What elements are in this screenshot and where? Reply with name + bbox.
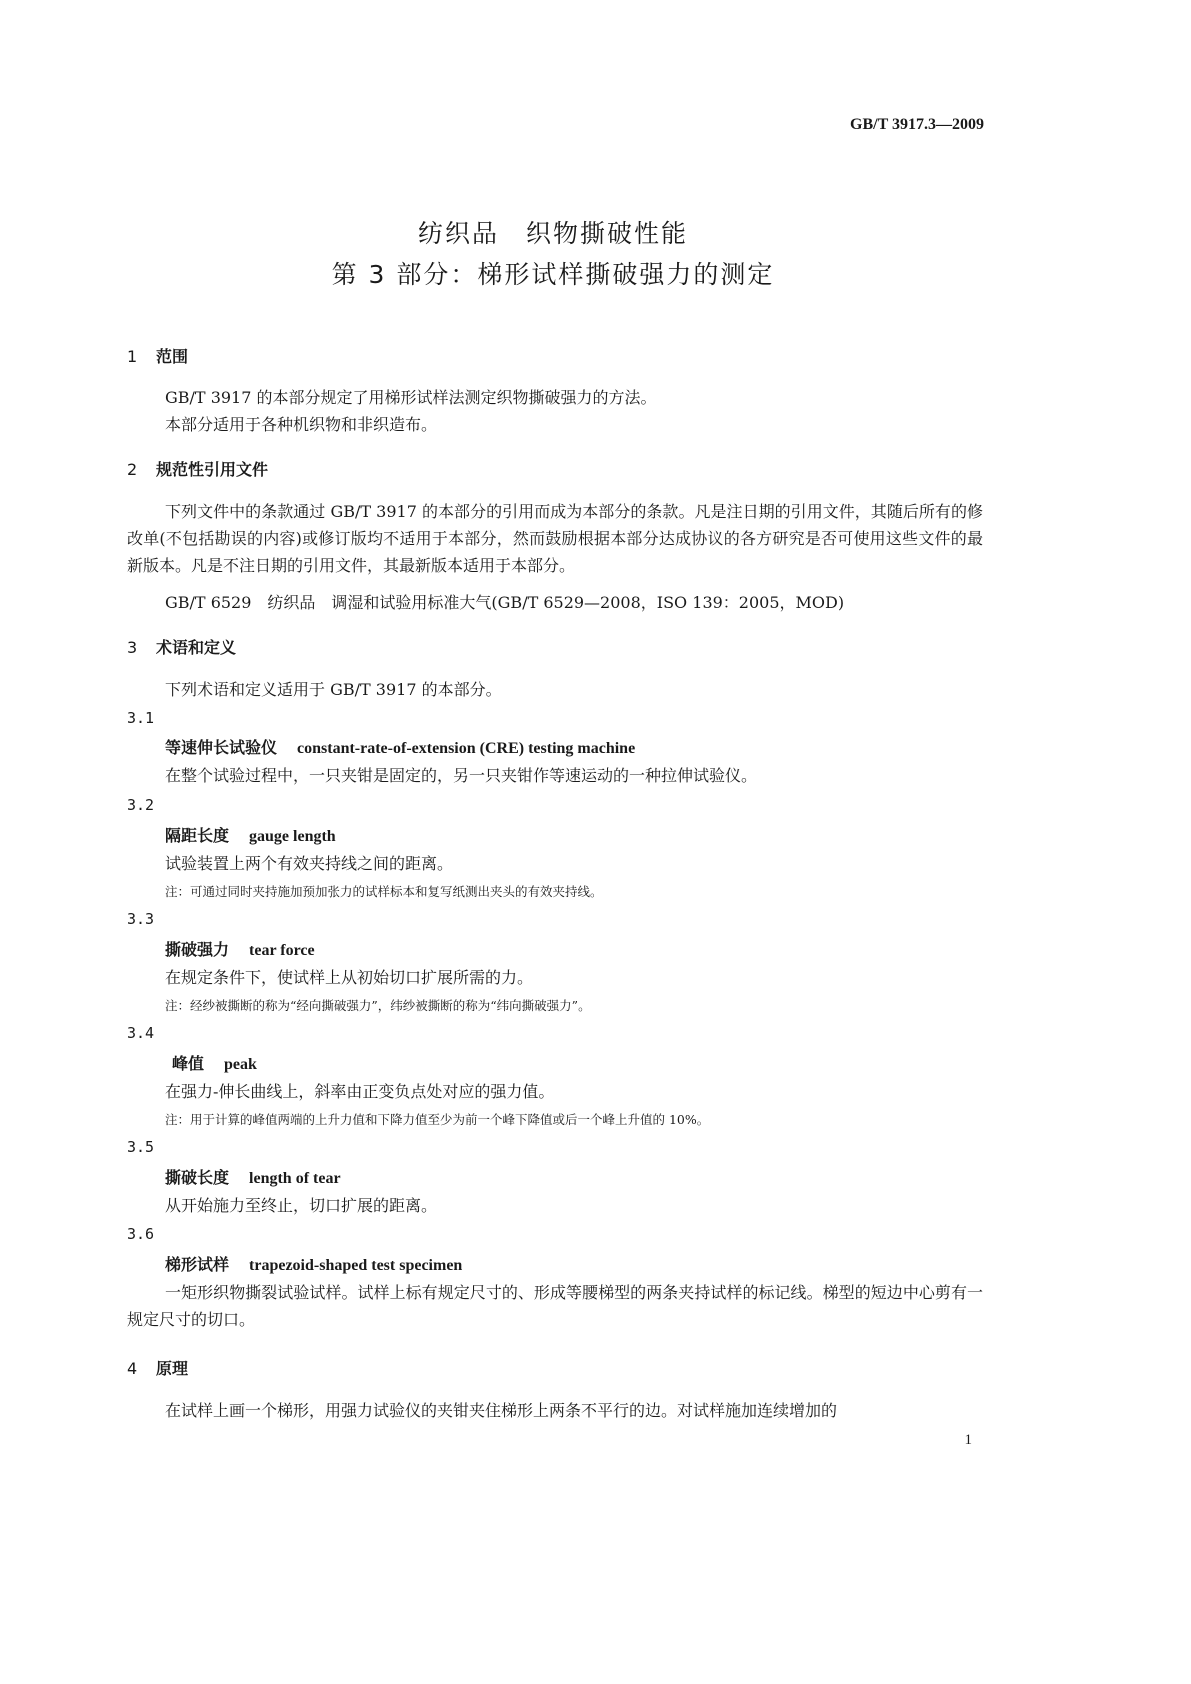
- section-number: 1: [127, 347, 138, 366]
- term-chinese: 峰值: [172, 1054, 205, 1073]
- clause-number: 3.2: [127, 796, 155, 814]
- term-chinese: 撕破长度: [165, 1168, 230, 1187]
- section-2-heading: [127, 457, 268, 480]
- clause-number: 3.6: [127, 1225, 155, 1243]
- term-heading: [165, 937, 315, 960]
- clause-number: 3.4: [127, 1024, 155, 1042]
- normative-reference: GB/T 6529 纺织品 调湿和试验用标准大气(GB/T 6529—2008，ISO 139：2005，MOD): [165, 593, 845, 612]
- section-4-heading: [127, 1356, 188, 1379]
- term-heading: [165, 823, 336, 846]
- document-title-line-1: 纺织品 织物撕破性能: [417, 219, 688, 248]
- term-english: peak: [224, 1056, 257, 1073]
- term-heading: [165, 1252, 462, 1275]
- section-title: 规范性引用文件: [156, 460, 269, 479]
- section-number: 3: [127, 638, 138, 657]
- clause-number: 3.1: [127, 709, 155, 727]
- term-definition: 试验装置上两个有效夹持线之间的距离。: [165, 854, 454, 873]
- page-number: 1: [964, 1432, 972, 1448]
- section-number: 4: [127, 1359, 138, 1378]
- section-title: 范围: [156, 347, 189, 366]
- term-chinese: 撕破强力: [165, 940, 230, 959]
- term-note: 注：可通过同时夹持施加预加张力的试样标本和复写纸测出夹头的有效夹持线。: [165, 884, 603, 899]
- term-heading: [172, 1051, 257, 1074]
- clause-number: 3.5: [127, 1138, 155, 1156]
- term-chinese: 梯形试样: [165, 1255, 230, 1274]
- term-english: trapezoid-shaped test specimen: [249, 1257, 463, 1274]
- term-english: constant-rate-of-extension (CRE) testing machine: [297, 740, 636, 757]
- section-title: 术语和定义: [156, 638, 237, 657]
- term-definition: 从开始施力至终止，切口扩展的距离。: [165, 1196, 438, 1215]
- term-heading: [165, 735, 635, 758]
- term-definition: 在整个试验过程中，一只夹钳是固定的，另一只夹钳作等速运动的一种拉伸试验仪。: [165, 766, 758, 785]
- section-2-paragraph-1: [127, 498, 983, 579]
- paragraph-text: 一矩形织物撕裂试验试样。试样上标有规定尺寸的、形成等腰梯型的两条夹持试样的标记线。梯型的短边中心剪有一规定尺寸的切口。: [127, 1283, 983, 1329]
- section-3-intro: 下列术语和定义适用于 GB/T 3917 的本部分。: [165, 680, 502, 699]
- section-4-paragraph-1: 在试样上画一个梯形，用强力试验仪的夹钳夹住梯形上两条不平行的边。对试样施加连续增加的: [165, 1401, 838, 1420]
- section-title: 原理: [156, 1359, 189, 1378]
- term-chinese: 等速伸长试验仪: [165, 738, 278, 757]
- section-number: 2: [127, 460, 138, 479]
- clause-number: 3.3: [127, 910, 155, 928]
- term-chinese: 隔距长度: [165, 826, 230, 845]
- section-3-heading: [127, 635, 236, 658]
- term-heading: [165, 1165, 341, 1188]
- section-1-paragraph-2: 本部分适用于各种机织物和非织造布。: [165, 415, 438, 434]
- document-title-line-2: 第 3 部分：梯形试样撕破强力的测定: [331, 260, 775, 289]
- term-definition: [127, 1279, 983, 1333]
- term-note: 注：经纱被撕断的称为“经向撕破强力”，纬纱被撕断的称为“纬向撕破强力”。: [165, 998, 591, 1013]
- section-1-heading: [127, 344, 188, 367]
- term-definition: 在规定条件下，使试样上从初始切口扩展所需的力。: [165, 968, 534, 987]
- term-note: 注：用于计算的峰值两端的上升力值和下降力值至少为前一个峰下降值或后一个峰上升值的 10%。: [165, 1112, 710, 1127]
- paragraph-text: 下列文件中的条款通过 GB/T 3917 的本部分的引用而成为本部分的条款。凡是注日期的引用文件，其随后所有的修改单(不包括勘误的内容)或修订版均不适用于本部分，然而鼓励根据本部分达成协议的各方研究是否可使用这些文件的最新版本。凡是不注日期的引用文件，其最新版本适用于本部分。: [127, 502, 983, 575]
- term-definition: 在强力-伸长曲线上，斜率由正变负点处对应的强力值。: [165, 1082, 555, 1101]
- term-english: length of tear: [249, 1170, 341, 1187]
- section-1-paragraph-1: GB/T 3917 的本部分规定了用梯形试样法测定织物撕破强力的方法。: [165, 388, 657, 407]
- term-english: gauge length: [249, 828, 336, 845]
- term-english: tear force: [249, 942, 315, 959]
- standard-number: GB/T 3917.3—2009: [850, 116, 984, 133]
